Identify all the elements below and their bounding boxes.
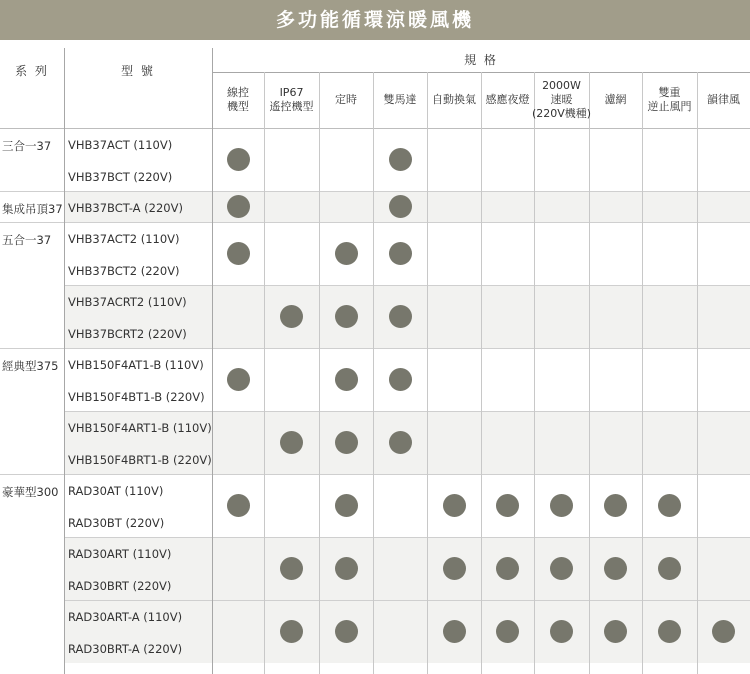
page-title: 多功能循環涼暖風機: [0, 0, 750, 40]
feature-dot: [604, 494, 627, 517]
model-label: VHB37BCT-A (220V): [68, 201, 183, 215]
feature-dot: [389, 305, 412, 328]
row-separator: [64, 411, 750, 412]
series-label: 豪華型300: [2, 485, 59, 499]
column-header: [319, 74, 373, 126]
feature-dot: [712, 620, 735, 643]
column-header-line: 感應夜燈: [485, 93, 530, 106]
col-divider: [534, 72, 535, 674]
series-header: 系 列: [15, 64, 49, 78]
col-divider: [427, 72, 428, 674]
col-divider: [264, 72, 265, 674]
header-bottom-rule: [0, 128, 750, 129]
feature-dot: [227, 195, 250, 218]
model-label: VHB37ACT (110V): [68, 138, 173, 152]
feature-dot: [443, 620, 466, 643]
model-label: VHB150F4BT1-B (220V): [68, 390, 205, 404]
feature-dot: [550, 557, 573, 580]
column-header-line: 遙控機型: [269, 100, 314, 113]
feature-dot: [227, 148, 250, 171]
model-label: VHB37ACT2 (110V): [68, 232, 180, 246]
row-separator: [0, 191, 750, 192]
feature-dot: [227, 242, 250, 265]
model-label: VHB150F4BRT1-B (220V): [68, 453, 212, 467]
feature-dot: [335, 431, 358, 454]
col-divider: [642, 72, 643, 674]
feature-dot: [389, 148, 412, 171]
col-divider: [319, 72, 320, 674]
series-label: 集成吊頂37: [2, 202, 63, 216]
feature-dot: [443, 494, 466, 517]
model-header: 型 號: [121, 64, 155, 78]
row-separator: [64, 285, 750, 286]
column-header-line: 韻律風: [707, 93, 740, 106]
model-label: VHB37ACRT2 (110V): [68, 295, 187, 309]
col-divider: [373, 72, 374, 674]
column-header: [481, 74, 534, 126]
row-separator: [0, 474, 750, 475]
feature-dot: [335, 242, 358, 265]
feature-dot: [550, 620, 573, 643]
column-header-line: 機型: [227, 100, 249, 113]
model-label: VHB37BCRT2 (220V): [68, 327, 187, 341]
feature-dot: [335, 557, 358, 580]
col-divider: [64, 48, 65, 674]
feature-dot: [335, 368, 358, 391]
feature-dot: [335, 620, 358, 643]
column-header-line: 2000W: [542, 79, 581, 92]
model-label: RAD30ART-A (110V): [68, 610, 183, 624]
column-header: [589, 74, 642, 126]
feature-dot: [389, 242, 412, 265]
feature-dot: [496, 494, 519, 517]
feature-dot: [280, 620, 303, 643]
col-divider: [212, 48, 213, 674]
col-divider: [697, 72, 698, 674]
model-label: VHB150F4AT1-B (110V): [68, 358, 204, 372]
model-label: RAD30AT (110V): [68, 484, 164, 498]
series-label: 經典型375: [2, 359, 59, 373]
column-header: [212, 74, 264, 126]
column-header-line: 自動換氣: [432, 93, 476, 106]
feature-dot: [658, 620, 681, 643]
feature-dot: [335, 305, 358, 328]
feature-dot: [658, 494, 681, 517]
column-header-line: 速暖: [550, 93, 573, 106]
feature-dot: [280, 557, 303, 580]
column-header: [427, 74, 481, 126]
model-label: VHB37BCT2 (220V): [68, 264, 180, 278]
column-header: [373, 74, 427, 126]
column-header-line: (220V機種): [531, 107, 592, 120]
column-header-line: 線控: [227, 86, 249, 99]
feature-dot: [550, 494, 573, 517]
column-header-line: 雙重: [658, 86, 681, 99]
feature-dot: [496, 620, 519, 643]
column-header-line: 濾網: [604, 93, 627, 106]
column-header-line: 定時: [335, 93, 357, 106]
feature-dot: [389, 195, 412, 218]
series-label: 三合一37: [2, 139, 52, 153]
col-divider: [481, 72, 482, 674]
feature-dot: [280, 431, 303, 454]
feature-dot: [280, 305, 303, 328]
model-label: RAD30ART (110V): [68, 547, 172, 561]
spec-header: 規 格: [464, 53, 498, 67]
column-header: [264, 74, 319, 126]
feature-dot: [227, 368, 250, 391]
model-label: VHB150F4ART1-B (110V): [68, 421, 212, 435]
model-label: RAD30BRT-A (220V): [68, 642, 183, 656]
feature-dot: [658, 557, 681, 580]
column-header-line: 雙馬達: [383, 93, 417, 106]
feature-dot: [604, 557, 627, 580]
row-separator: [64, 600, 750, 601]
feature-dot: [496, 557, 519, 580]
model-label: VHB37BCT (220V): [68, 170, 173, 184]
model-label: RAD30BT (220V): [68, 516, 165, 530]
column-header-line: 逆止風門: [647, 100, 692, 113]
column-header: [697, 74, 750, 126]
series-label: 五合一37: [2, 233, 52, 247]
model-label: RAD30BRT (220V): [68, 579, 172, 593]
feature-dot: [443, 557, 466, 580]
column-header-line: IP67: [279, 86, 304, 99]
row-separator: [64, 537, 750, 538]
feature-dot: [389, 431, 412, 454]
feature-dot: [227, 494, 250, 517]
column-header: [531, 74, 592, 126]
row-separator: [0, 348, 750, 349]
feature-dot: [604, 620, 627, 643]
column-header: [642, 74, 697, 126]
feature-dot: [335, 494, 358, 517]
row-separator: [0, 222, 750, 223]
feature-dot: [389, 368, 412, 391]
col-divider: [589, 72, 590, 674]
